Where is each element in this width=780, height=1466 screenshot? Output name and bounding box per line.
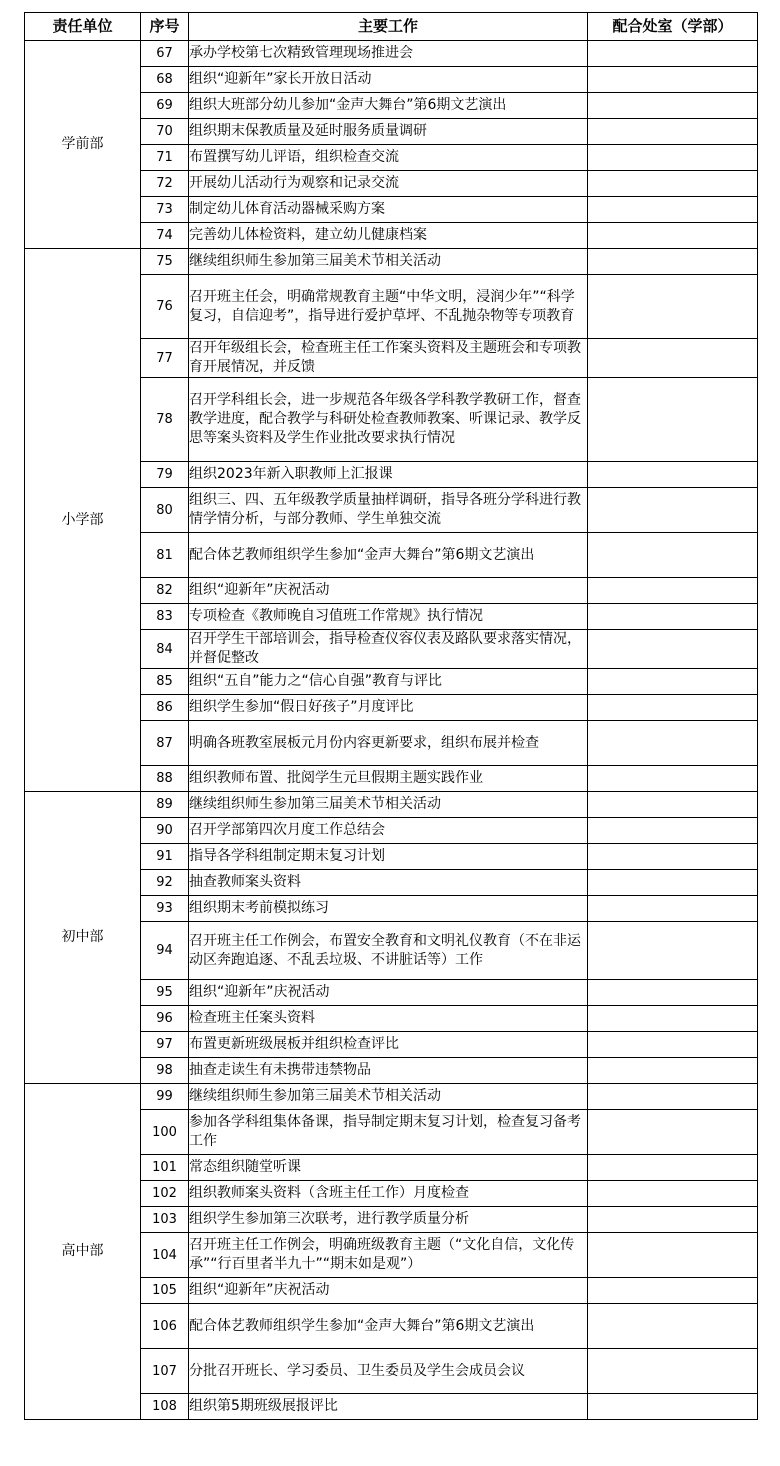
table-row [25,1084,758,1110]
task-cell: 组织“迎新年”庆祝活动 [189,980,588,1006]
row-number-cell: 67 [141,41,189,67]
coop-department-cell [588,870,758,896]
coop-department-cell [588,93,758,119]
row-number-cell: 91 [141,844,189,870]
row-number-cell: 68 [141,67,189,93]
coop-department-cell [588,339,758,378]
coop-department-cell [588,1084,758,1110]
task-cell: 召开学部第四次月度工作总结会 [189,818,588,844]
task-cell: 布置更新班级展板并组织检查评比 [189,1032,588,1058]
task-cell: 组织“迎新年”庆祝活动 [189,578,588,604]
row-number-cell: 76 [141,275,189,339]
task-cell: 组织学生参加第三次联考，进行教学质量分析 [189,1207,588,1233]
task-cell: 召开班主任会，明确常规教育主题“中华文明，浸润少年”“科学复习，自信迎考”，指导进行爱护草坪、不乱抛杂物等专项教育 [189,275,588,339]
coop-department-cell [588,980,758,1006]
coop-department-cell [588,1394,758,1420]
row-number-cell: 72 [141,171,189,197]
coop-department-cell [588,721,758,766]
task-cell: 参加各学科组集体备课，指导制定期末复习计划，检查复习备考工作 [189,1110,588,1155]
row-number-cell: 107 [141,1349,189,1394]
row-number-cell: 80 [141,488,189,533]
task-cell: 召开学科组长会，进一步规范各年级各学科教学教研工作，督查教学进度，配合教学与科研处检查教师教案、听课记录、教学反思等案头资料及学生作业批改要求执行情况 [189,378,588,462]
coop-department-cell [588,1181,758,1207]
row-number-cell: 96 [141,1006,189,1032]
coop-department-cell [588,249,758,275]
task-cell: 召开班主任工作例会，布置安全教育和文明礼仪教育（不在非运动区奔跑追逐、不乱丢垃圾、不讲脏话等）工作 [189,922,588,980]
work-plan-table [24,12,758,1420]
coop-department-cell [588,604,758,630]
row-number-cell: 82 [141,578,189,604]
header-coop: 配合处室（学部） [588,13,758,41]
table-row [25,249,758,275]
task-cell: 召开学生干部培训会，指导检查仪容仪表及路队要求落实情况，并督促整改 [189,630,588,669]
row-number-cell: 100 [141,1110,189,1155]
department-name-cell: 初中部 [25,792,141,1084]
coop-department-cell [588,792,758,818]
coop-department-cell [588,766,758,792]
coop-department-cell [588,67,758,93]
row-number-cell: 87 [141,721,189,766]
row-number-cell: 98 [141,1058,189,1084]
coop-department-cell [588,818,758,844]
coop-department-cell [588,1278,758,1304]
coop-department-cell [588,1349,758,1394]
coop-department-cell [588,488,758,533]
coop-department-cell [588,171,758,197]
row-number-cell: 88 [141,766,189,792]
row-number-cell: 70 [141,119,189,145]
coop-department-cell [588,1032,758,1058]
row-number-cell: 106 [141,1304,189,1349]
row-number-cell: 77 [141,339,189,378]
task-cell: 组织大班部分幼儿参加“金声大舞台”第6期文艺演出 [189,93,588,119]
row-number-cell: 83 [141,604,189,630]
row-number-cell: 108 [141,1394,189,1420]
task-cell: 组织“迎新年”家长开放日活动 [189,67,588,93]
coop-department-cell [588,1006,758,1032]
coop-department-cell [588,669,758,695]
task-cell: 专项检查《教师晚自习值班工作常规》执行情况 [189,604,588,630]
row-number-cell: 81 [141,533,189,578]
task-cell: 检查班主任案头资料 [189,1006,588,1032]
department-name-cell: 小学部 [25,249,141,792]
coop-department-cell [588,1233,758,1278]
coop-department-cell [588,275,758,339]
header-task: 主要工作 [189,13,588,41]
task-cell: 配合体艺教师组织学生参加“金声大舞台”第6期文艺演出 [189,1304,588,1349]
row-number-cell: 105 [141,1278,189,1304]
task-cell: 召开班主任工作例会，明确班级教育主题（“文化自信，文化传承”“行百里者半九十”“期末如是观”） [189,1233,588,1278]
row-number-cell: 79 [141,462,189,488]
row-number-cell: 85 [141,669,189,695]
row-number-cell: 97 [141,1032,189,1058]
table-row [25,792,758,818]
task-cell: 抽查走读生有未携带违禁物品 [189,1058,588,1084]
task-cell: 组织“迎新年”庆祝活动 [189,1278,588,1304]
task-cell: 配合体艺教师组织学生参加“金声大舞台”第6期文艺演出 [189,533,588,578]
row-number-cell: 84 [141,630,189,669]
coop-department-cell [588,119,758,145]
row-number-cell: 78 [141,378,189,462]
task-cell: 制定幼儿体育活动器械采购方案 [189,197,588,223]
coop-department-cell [588,223,758,249]
row-number-cell: 74 [141,223,189,249]
coop-department-cell [588,1207,758,1233]
coop-department-cell [588,145,758,171]
row-number-cell: 104 [141,1233,189,1278]
task-cell: 开展幼儿活动行为观察和记录交流 [189,171,588,197]
task-cell: 组织教师案头资料（含班主任工作）月度检查 [189,1181,588,1207]
task-cell: 组织2023年新入职教师上汇报课 [189,462,588,488]
task-cell: 承办学校第七次精致管理现场推进会 [189,41,588,67]
task-cell: 布置撰写幼儿评语，组织检查交流 [189,145,588,171]
task-cell: 继续组织师生参加第三届美术节相关活动 [189,249,588,275]
task-cell: 完善幼儿体检资料，建立幼儿健康档案 [189,223,588,249]
row-number-cell: 90 [141,818,189,844]
task-cell: 组织第5期班级展报评比 [189,1394,588,1420]
task-cell: 继续组织师生参加第三届美术节相关活动 [189,1084,588,1110]
coop-department-cell [588,1304,758,1349]
table-row [25,41,758,67]
coop-department-cell [588,462,758,488]
row-number-cell: 93 [141,896,189,922]
coop-department-cell [588,896,758,922]
table-body [25,41,758,1420]
coop-department-cell [588,533,758,578]
coop-department-cell [588,695,758,721]
coop-department-cell [588,922,758,980]
task-cell: 组织期末保教质量及延时服务质量调研 [189,119,588,145]
row-number-cell: 99 [141,1084,189,1110]
task-cell: 继续组织师生参加第三届美术节相关活动 [189,792,588,818]
coop-department-cell [588,578,758,604]
coop-department-cell [588,378,758,462]
task-cell: 组织教师布置、批阅学生元旦假期主题实践作业 [189,766,588,792]
row-number-cell: 89 [141,792,189,818]
task-cell: 组织三、四、五年级教学质量抽样调研，指导各班分学科进行教情学情分析，与部分教师、学生单独交流 [189,488,588,533]
coop-department-cell [588,1155,758,1181]
row-number-cell: 92 [141,870,189,896]
coop-department-cell [588,844,758,870]
row-number-cell: 101 [141,1155,189,1181]
coop-department-cell [588,41,758,67]
task-cell: 常态组织随堂听课 [189,1155,588,1181]
coop-department-cell [588,1058,758,1084]
row-number-cell: 71 [141,145,189,171]
task-cell: 组织学生参加“假日好孩子”月度评比 [189,695,588,721]
task-cell: 组织“五自”能力之“信心自强”教育与评比 [189,669,588,695]
row-number-cell: 75 [141,249,189,275]
header-unit: 责任单位 [25,13,141,41]
coop-department-cell [588,197,758,223]
coop-department-cell [588,630,758,669]
row-number-cell: 102 [141,1181,189,1207]
row-number-cell: 95 [141,980,189,1006]
row-number-cell: 86 [141,695,189,721]
task-cell: 组织期末考前模拟练习 [189,896,588,922]
task-cell: 分批召开班长、学习委员、卫生委员及学生会成员会议 [189,1349,588,1394]
row-number-cell: 73 [141,197,189,223]
department-name-cell: 学前部 [25,41,141,249]
task-cell: 召开年级组长会，检查班主任工作案头资料及主题班会和专项教育开展情况，并反馈 [189,339,588,378]
row-number-cell: 94 [141,922,189,980]
row-number-cell: 69 [141,93,189,119]
department-name-cell: 高中部 [25,1084,141,1420]
row-number-cell: 103 [141,1207,189,1233]
task-cell: 明确各班教室展板元月份内容更新要求，组织布展并检查 [189,721,588,766]
task-cell: 抽查教师案头资料 [189,870,588,896]
table-header-row [25,13,758,41]
header-number: 序号 [141,13,189,41]
task-cell: 指导各学科组制定期末复习计划 [189,844,588,870]
coop-department-cell [588,1110,758,1155]
